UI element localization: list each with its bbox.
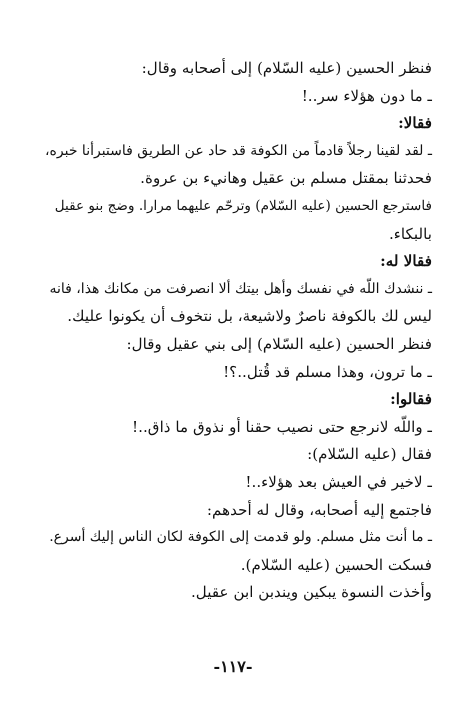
text-line: فاسترجع الحسين (عليه السّلام) وترحّم عليهما مرارا. وضج بنو عقيل [54, 197, 432, 214]
speaker-line: فقالا: [398, 114, 432, 133]
speaker-line: فقالا له: [380, 252, 432, 271]
text-line: فحدثنا بمقتل مسلم بن عقيل وهانيء بن عروة. [140, 169, 432, 188]
text-line: وأخذت النسوة يبكين ويندبن ابن عقيل. [190, 583, 432, 602]
text-line: ـ لقد لقينا رجلاً قادماً من الكوفة قد حاد عن الطريق فاستبرأنا خبره، [45, 142, 432, 159]
page-number: -١١٧- [213, 657, 253, 676]
text-line: ـ ما ترون، وهذا مسلم قد قُتل..؟! [223, 362, 432, 381]
text-line: فقال (عليه السّلام): [307, 445, 432, 464]
text-line: ـ ما أنت مثل مسلم. ولو قدمت إلى الكوفة لكان الناس إليك أسرع. [49, 529, 432, 546]
text-line: بالبكاء. [388, 224, 432, 243]
page-text [44, 55, 432, 607]
text-line: فاجتمع إليه أصحابه، وقال له أحدهم: [206, 500, 432, 519]
text-line: فنظر الحسين (عليه السّلام) إلى بني عقيل وقال: [126, 334, 432, 353]
text-line: ـ ما دون هؤلاء سر..! [301, 86, 432, 105]
text-line: ـ واللّه لانرجع حتى نصيب حقنا أو نذوق ما ذاق..! [132, 417, 432, 436]
text-line: فسكت الحسين (عليه السّلام). [240, 555, 432, 574]
text-line: ـ لاخير في العيش بعد هؤلاء..! [245, 472, 432, 491]
speaker-line: فقالوا: [390, 390, 432, 409]
text-line: فنظر الحسين (عليه السّلام) إلى أصحابه وقال: [141, 59, 432, 77]
text-line: ليس لك بالكوفة ناصرٌ ولاشيعة، بل نتخوف أن يكونوا عليك. [67, 307, 432, 326]
text-line: ـ ننشدك اللّه في نفسك وأهل بيتك ألا انصرفت من مكانك هذا، فانه [49, 280, 432, 297]
